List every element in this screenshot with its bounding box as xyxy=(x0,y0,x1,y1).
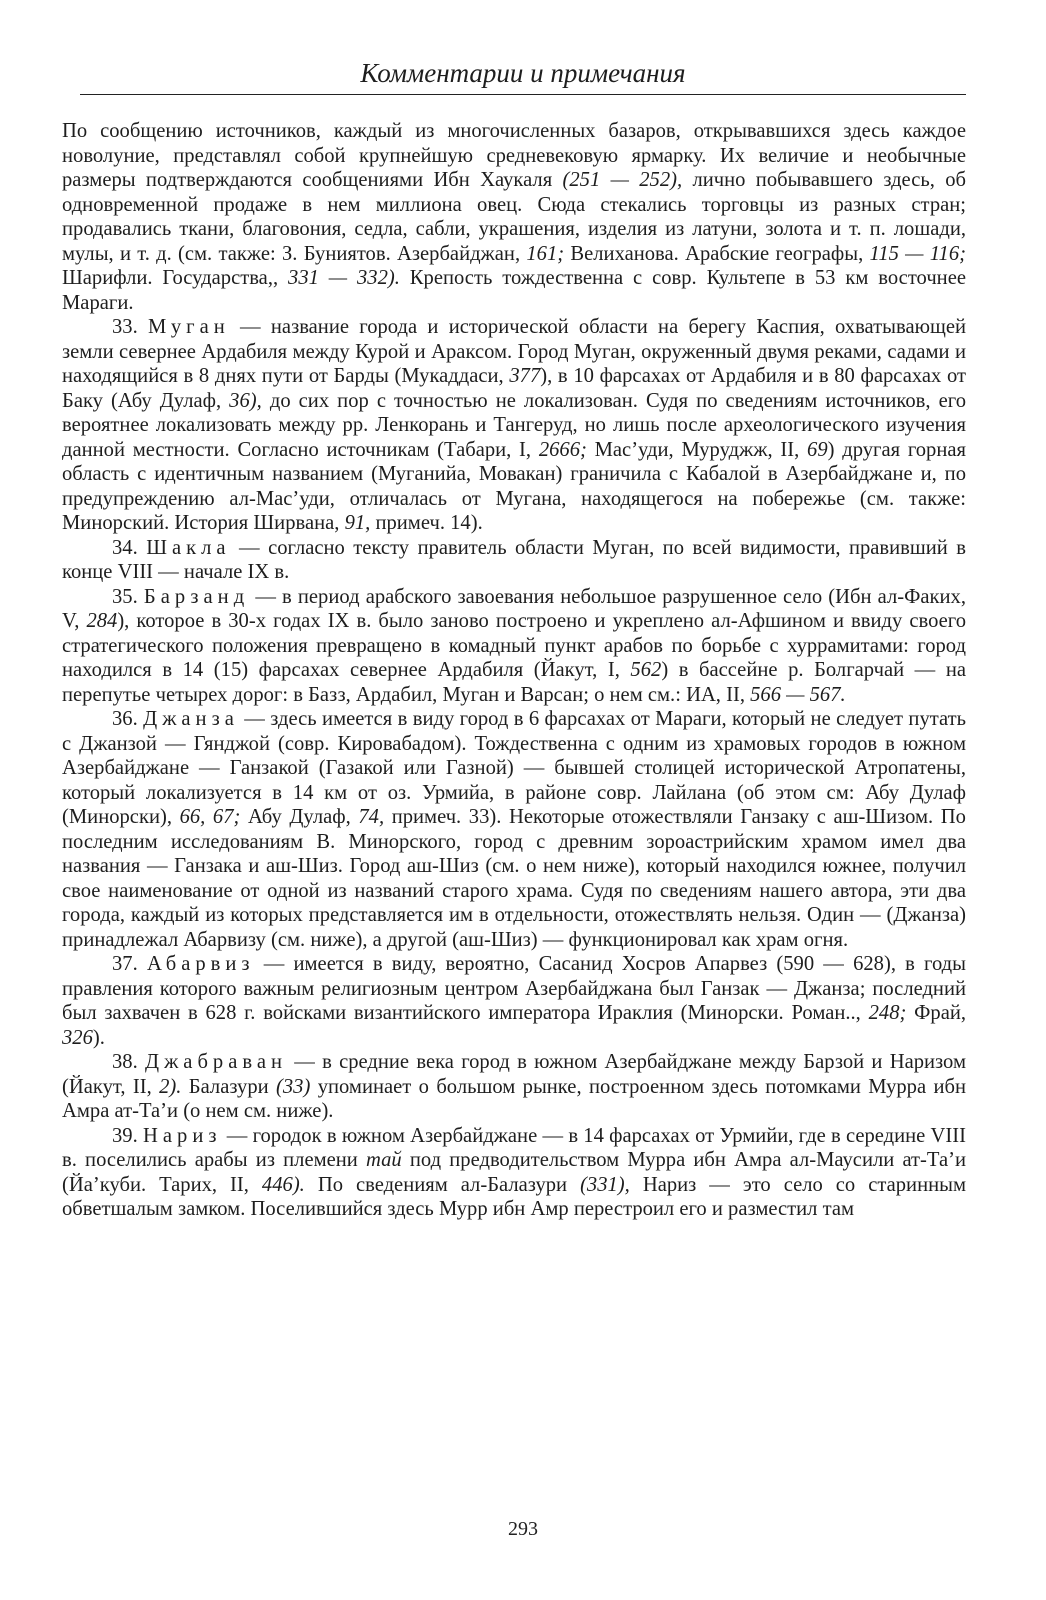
note-term: Джанза xyxy=(143,708,239,730)
ref: (251 — 252), xyxy=(562,169,683,191)
ref: 2666; xyxy=(538,438,587,461)
paragraph-intro xyxy=(62,119,966,315)
note-number: 35. xyxy=(112,585,138,608)
text: ) другая горная область с идентичным названием (Муганийа, Мовакан) граничила с Кабалой в Азербайджане и, по предупреждению ал-Мас’уди, отличалась от Мугана, находящегося на побережье (см. также: Минорский. История Ширвана, xyxy=(62,438,966,534)
ref: (33) xyxy=(276,1075,311,1098)
text: — имеется в виду, вероятно, Сасанид Хосров Апарвез (590 — 628), в годы правления которого важным религиозным центром Азербайджана был Ганзак — Джанза; последний был захвачен в 628 г. войсками византийского императора Ираклия (Минорски. Роман.., xyxy=(62,953,966,1024)
note-number: 37. xyxy=(112,953,138,975)
note-number: 38. xyxy=(112,1051,138,1073)
text: упоминает о большом рынке, построенном здесь потомками Мурра ибн Амра ат-Та’и (о нем см. ниже). xyxy=(62,1075,966,1122)
note-33 xyxy=(62,315,966,536)
note-term: Муган xyxy=(148,316,230,338)
ref: 248; xyxy=(868,1002,907,1024)
note-term: Абарвиз xyxy=(146,953,255,975)
note-term: Нариз xyxy=(143,1124,222,1147)
text: Нариз — это село со старинным обветшалым замком. Поселившийся здесь Мурр ибн Амр перестроил его и разместил там xyxy=(62,1173,966,1220)
text: Балазури xyxy=(181,1075,277,1098)
text: — здесь имеется в виду город в 6 фарсахах от Мараги, который не следует путать с Джанзой — Гянджой (совр. Кировабадом). Тождественна с одним из храмовых городов в южном Азербайджане — Ганзакой (Газакой или Газной) — бывшей столицей исторической Атропатены, который локализуется в 14 км от оз. Урмийа, в районе совр. Лайлана (об этом см: Абу Дулаф (Минорски), xyxy=(62,708,966,828)
note-39 xyxy=(62,1124,966,1222)
text: лично побывавшего здесь, об одновременной продаже в нем миллиона овец. Сюда стекались торговцы из разных стран; продавались ткани, благовония, седла, сабли, украшения, изделия из латуни, золота и т. п. лошади, мулы, и т. д. (см. также: З. Буниятов. Азербайджан, xyxy=(62,169,966,265)
ref: 91, xyxy=(344,512,371,534)
text: примеч. 14). xyxy=(370,512,483,534)
note-37 xyxy=(62,952,966,1050)
ref: 2). xyxy=(159,1075,182,1098)
ref: 446). xyxy=(261,1173,305,1196)
ref: 74, xyxy=(358,806,385,828)
text: Велиханова. Арабские географы, xyxy=(564,242,870,265)
ref: 566 — 567. xyxy=(750,683,846,706)
text: ), в 10 фарсахах от Ардабиля и в 80 фарсахах от Баку (Абу Дулаф, xyxy=(62,365,966,412)
text: примеч. 33). Некоторые отожествляли Ганзаку с аш-Шизом. По последним исследованиям В. Минорского, город с древним зороастрийским храмом имел два названия — Ганзака и аш-Шиз. Город аш-Шиз (см. о нем ниже), который находился южнее, получил свое наименование от одной из названий старого храма. Судя по сведениям нашего автора, эти два города, каждый из которых представляется им в отдельности, отожествлять нельзя. Один — (Джанза) принадлежал Абарвизу (см. ниже), а другой (аш-Шиз) — функционировал как храм огня. xyxy=(62,806,966,951)
note-number: 33. xyxy=(112,316,138,338)
ref: 377 xyxy=(509,365,541,387)
text: до сих пор с точностью не локализован. Судя по сведениям источников, его вероятнее локализовать между рр. Ленкорань и Тангеруд, но лишь после археологического изучения данной местности. Согласно источникам (Табари, I, xyxy=(62,389,966,461)
text: Крепость тождественна с совр. Культепе в 53 км восточнее Мараги. xyxy=(62,267,966,314)
text: Абу Дулаф, xyxy=(240,806,359,828)
ref: 284 xyxy=(86,610,118,632)
ref: 562 xyxy=(630,659,662,681)
note-number: 39. xyxy=(112,1124,138,1147)
text: — городок в южном Азербайджане — в 14 фарсахах от Урмийи, где в середине VIII в. поселились арабы из племени xyxy=(62,1124,967,1171)
text: — согласно тексту правитель области Муган, по всей видимости, правивший в конце VIII — начале IX в. xyxy=(62,536,966,583)
note-34 xyxy=(62,536,966,585)
note-number: 34. xyxy=(112,536,138,559)
text: ), которое в 30-х годах IX в. было заново построено и укреплено ал-Афшином и ввиду своего стратегического положения превращено в комадный пункт арабов по борьбе с хуррамитами: город находился в 14 (15) фарсахах севернее Ардабиля (Йакут, I, xyxy=(62,610,967,681)
text: Мас’уди, Муруджж, II, xyxy=(586,438,808,461)
text: — в период арабского завоевания небольшое разрушенное село (Ибн ал-Факих, V, xyxy=(62,585,966,632)
note-term: Джабраван xyxy=(145,1051,287,1073)
note-38 xyxy=(62,1050,966,1124)
note-35 xyxy=(62,585,966,708)
note-term: Барзанд xyxy=(143,585,250,608)
body-text xyxy=(62,119,966,1222)
text: Шарифли. Государства,, xyxy=(62,267,289,289)
page-number: 293 xyxy=(508,1518,538,1540)
text: — название города и исторической области на берегу Каспия, охватывающей земли севернее Ардабиля между Курой и Араксом. Город Муган, окруженный двумя реками, садами и находящийся в 8 днях пути от Барды (Мукаддаси, xyxy=(62,316,966,387)
ref: 69 xyxy=(807,438,828,461)
ref: 66, 67; xyxy=(179,806,241,828)
ref: 331 — 332). xyxy=(288,267,400,289)
page xyxy=(62,56,966,1556)
text: под предводительством Мурра ибн Амра ал-Маусили ат-Та’и (Йа’куби. Тарих, II, xyxy=(62,1149,966,1196)
note-36 xyxy=(62,707,966,952)
text: По сообщению источников, каждый из многочисленных базаров, открывавшихся здесь каждое новолуние, представлял собой крупнейшую средневековую ярмарку. Их величие и необычные размеры подтверждаются сообщениями Ибн Хаукаля xyxy=(62,120,966,191)
text: ) в бассейне р. Болгарчай — на перепутье четырех дорог: в Базз, Ардабил, Муган и Варсан; о нем см.: ИА, II, xyxy=(62,659,966,706)
running-header: Комментарии и примечания xyxy=(80,56,966,95)
text: По сведениям ал-Балазури xyxy=(304,1173,581,1196)
text: ). xyxy=(92,1026,105,1049)
note-term: Шакла xyxy=(146,536,231,559)
text: Фрай, xyxy=(906,1002,967,1024)
text: — в средние века город в южном Азербайджане между Барзой и Наризом (Йакут, II, xyxy=(62,1051,966,1098)
ref: тай xyxy=(366,1149,402,1171)
ref: 161; xyxy=(526,242,565,265)
ref: 115 — 116; xyxy=(869,242,966,265)
ref: (331), xyxy=(580,1173,630,1196)
note-number: 36. xyxy=(112,708,138,730)
ref: 36), xyxy=(229,389,262,412)
ref: 326 xyxy=(62,1026,93,1049)
